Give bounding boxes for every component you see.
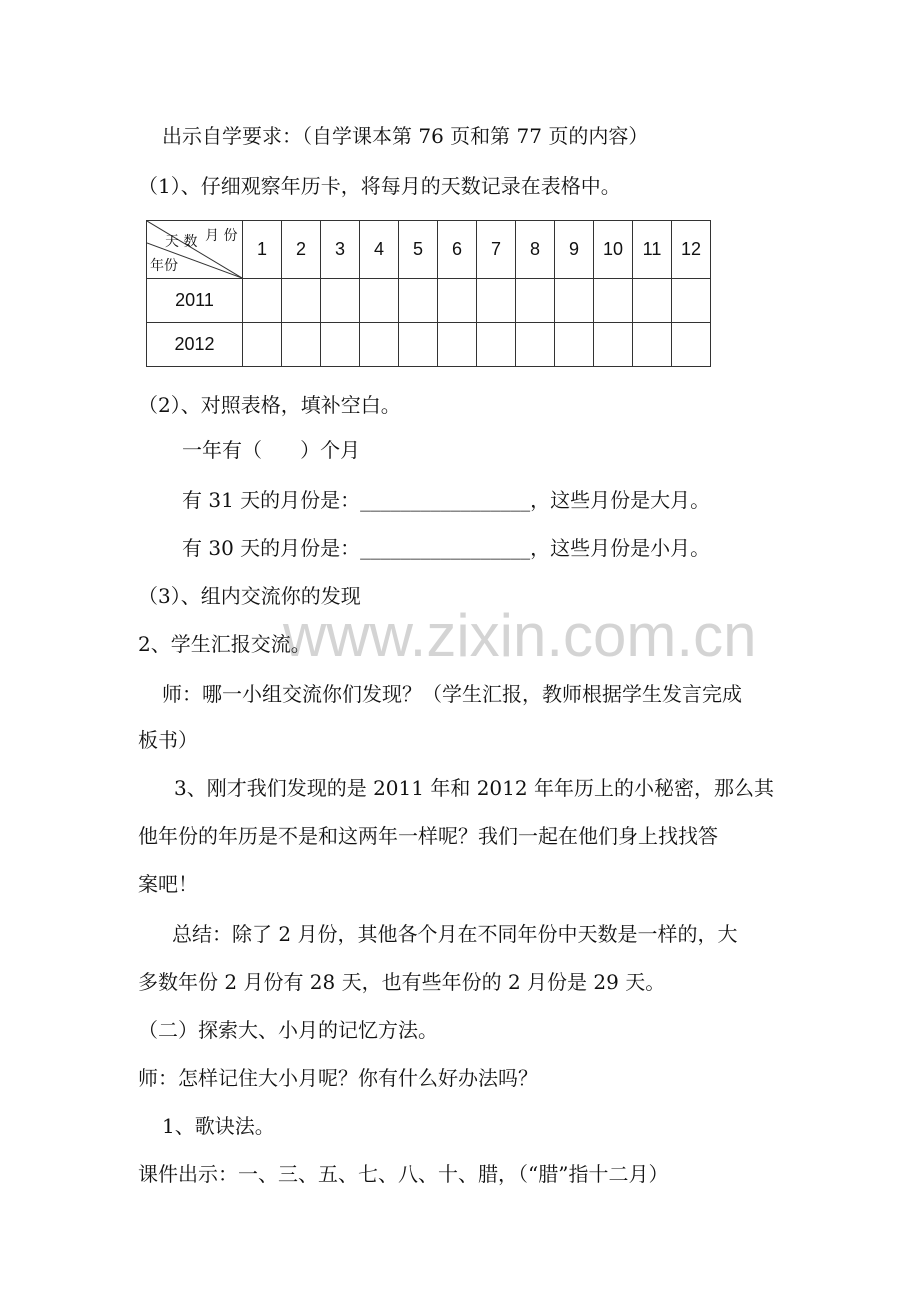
table-cell[interactable] <box>672 323 711 367</box>
month-header-11: 11 <box>633 221 672 279</box>
table-cell[interactable] <box>282 279 321 323</box>
step2-text: （2）、对照表格，填补空白。 <box>138 393 401 417</box>
table-row <box>147 279 711 323</box>
paragraph3-line1: 3、刚才我们发现的是 2011 年和 2012 年年历上的小秘密，那么其 <box>174 776 774 800</box>
corner-month-label: 月 份 <box>205 228 238 244</box>
fill-31-days-text: 有 31 天的月份是：_________________，这些月份是大月。 <box>182 488 711 512</box>
fill-months-text: 一年有（ ）个月 <box>182 438 361 462</box>
table-cell[interactable] <box>399 279 438 323</box>
table-cell[interactable] <box>399 323 438 367</box>
summary-line1: 总结：除了 2 月份，其他各个月在不同年份中天数是一样的，大 <box>172 922 738 946</box>
table-cell[interactable] <box>477 279 516 323</box>
table-cell[interactable] <box>321 323 360 367</box>
table-corner-cell <box>147 221 243 279</box>
month-header-1: 1 <box>243 221 282 279</box>
table-cell[interactable] <box>282 323 321 367</box>
part2-heading: （二）探索大、小月的记忆方法。 <box>138 1018 438 1042</box>
table-cell[interactable] <box>633 323 672 367</box>
table-cell[interactable] <box>516 323 555 367</box>
step1-text: （1）、仔细观察年历卡，将每月的天数记录在表格中。 <box>138 174 621 198</box>
table-cell[interactable] <box>321 279 360 323</box>
teacher-question-line1: 师：哪一小组交流你们发现？（学生汇报，教师根据学生发言完成 <box>162 682 742 706</box>
corner-year-label: 年份 <box>150 258 178 274</box>
year-cell: 2011 <box>147 279 243 323</box>
table-header-row <box>147 221 711 279</box>
table-cell[interactable] <box>360 323 399 367</box>
summary-line2: 多数年份 2 月份有 28 天，也有些年份的 2 月份是 29 天。 <box>138 970 666 994</box>
table-cell[interactable] <box>243 279 282 323</box>
month-header-2: 2 <box>282 221 321 279</box>
month-header-4: 4 <box>360 221 399 279</box>
table-cell[interactable] <box>555 323 594 367</box>
method1-text: 1、歌诀法。 <box>162 1114 275 1138</box>
table-cell[interactable] <box>555 279 594 323</box>
corner-days-label: 天 数 <box>165 234 198 250</box>
paragraph3-line3: 案吧！ <box>138 872 198 896</box>
month-header-5: 5 <box>399 221 438 279</box>
table-cell[interactable] <box>243 323 282 367</box>
teacher-question-2: 师：怎样记住大小月呢？你有什么好办法吗？ <box>138 1066 538 1090</box>
courseware-text: 课件出示：一、三、五、七、八、十、腊，（“腊”指十二月） <box>138 1162 669 1186</box>
month-header-7: 7 <box>477 221 516 279</box>
month-header-6: 6 <box>438 221 477 279</box>
fill-30-days-text: 有 30 天的月份是：_________________，这些月份是小月。 <box>182 536 711 560</box>
days-table <box>146 220 711 367</box>
table-cell[interactable] <box>477 323 516 367</box>
report-text: 2、学生汇报交流。 <box>138 632 311 656</box>
month-header-10: 10 <box>594 221 633 279</box>
intro-text: 出示自学要求：（自学课本第 76 页和第 77 页的内容） <box>162 124 649 148</box>
teacher-question-line2: 板书） <box>138 728 198 752</box>
table-cell[interactable] <box>438 323 477 367</box>
month-header-9: 9 <box>555 221 594 279</box>
month-header-12: 12 <box>672 221 711 279</box>
table-cell[interactable] <box>594 323 633 367</box>
month-header-8: 8 <box>516 221 555 279</box>
step3-text: （3）、组内交流你的发现 <box>138 584 361 608</box>
table-cell[interactable] <box>633 279 672 323</box>
table-cell[interactable] <box>594 279 633 323</box>
table-row <box>147 323 711 367</box>
table-cell[interactable] <box>516 279 555 323</box>
year-cell: 2012 <box>147 323 243 367</box>
table-cell[interactable] <box>360 279 399 323</box>
watermark: www.zixin.com.cn <box>283 602 757 669</box>
month-header-3: 3 <box>321 221 360 279</box>
table-cell[interactable] <box>672 279 711 323</box>
table-cell[interactable] <box>438 279 477 323</box>
paragraph3-line2: 他年份的年历是不是和这两年一样呢？我们一起在他们身上找找答 <box>138 824 718 848</box>
